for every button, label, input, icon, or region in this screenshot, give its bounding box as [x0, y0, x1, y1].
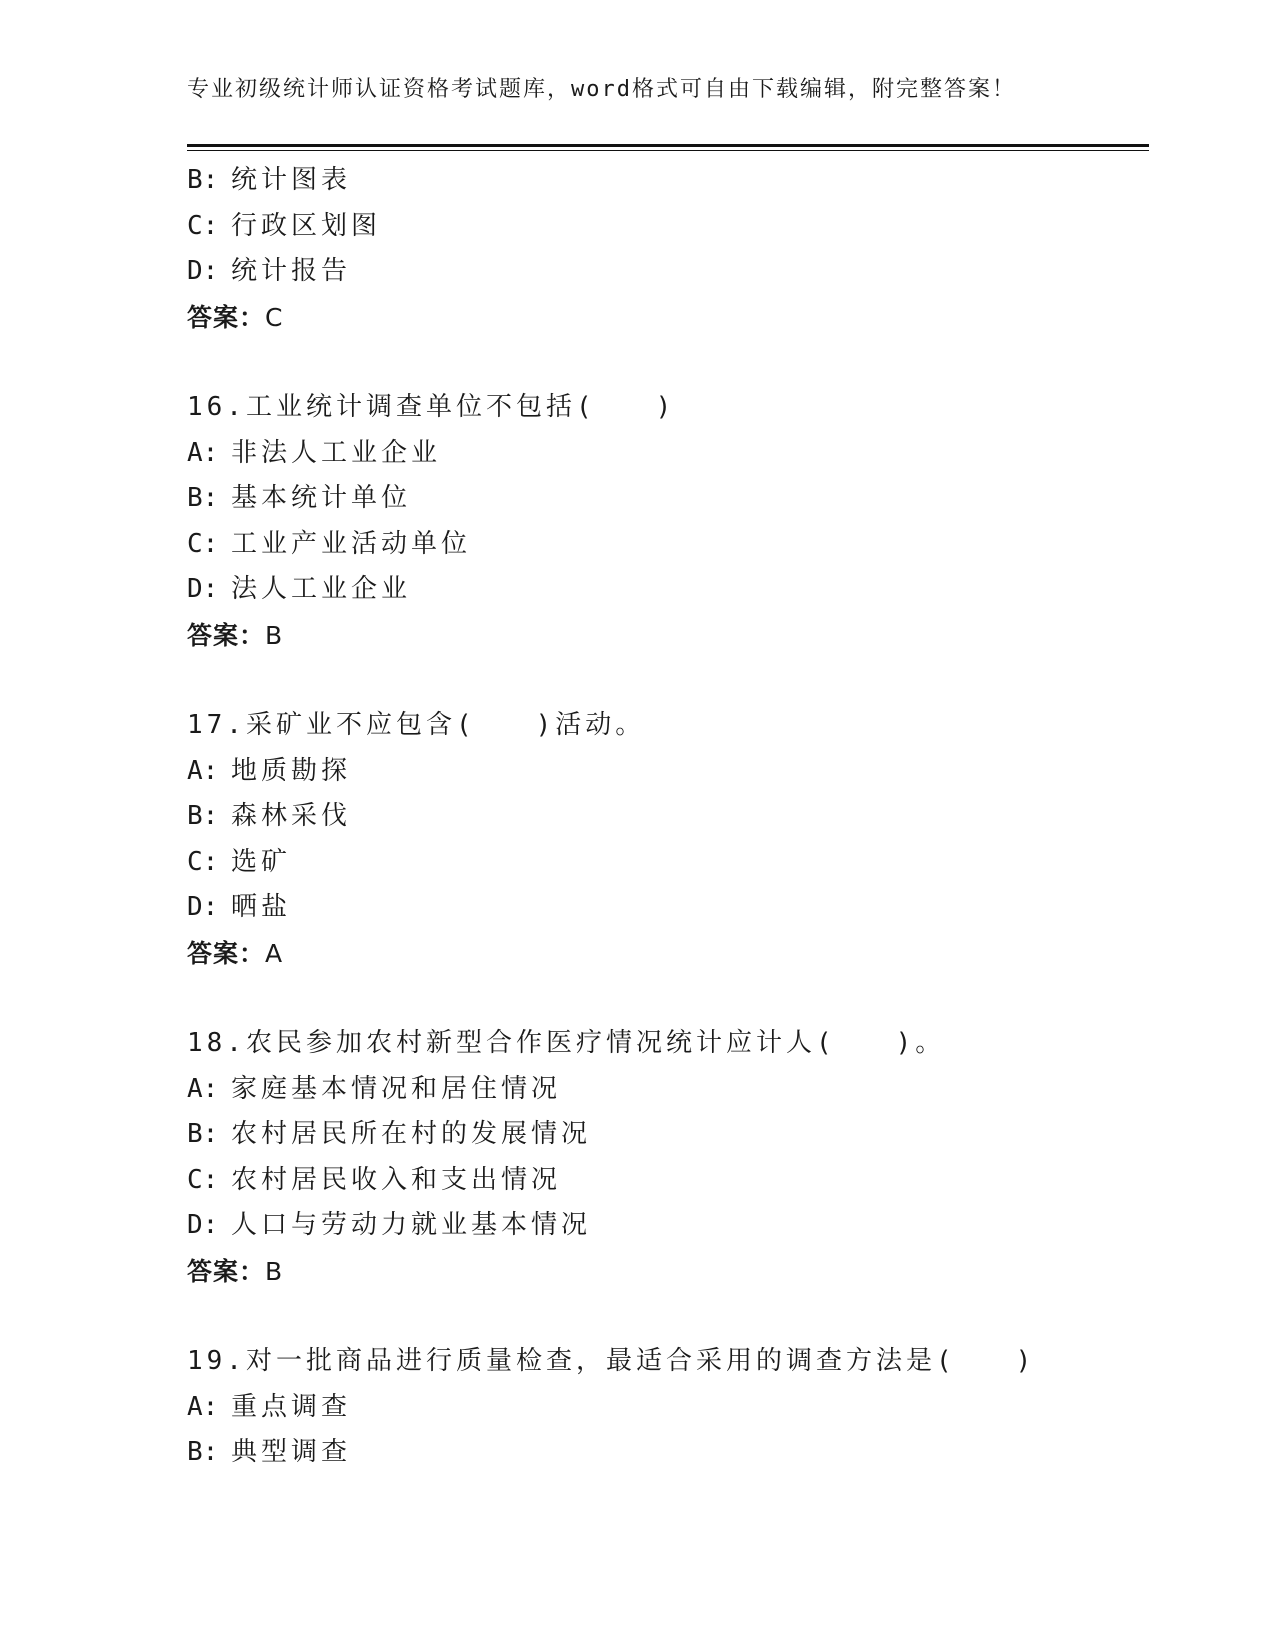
option-b: B: 基本统计单位	[187, 483, 412, 513]
header-rule-thick	[187, 144, 1149, 147]
option-d: D: 人口与劳动力就业基本情况	[187, 1210, 592, 1240]
option-b: B: 森林采伐	[187, 801, 352, 831]
answer: 答案：B	[187, 620, 284, 650]
header-rule-thin	[187, 150, 1149, 151]
option-d: D: 统计报告	[187, 256, 352, 286]
option-a: A: 非法人工业企业	[187, 437, 442, 468]
option-d: D: 晒盐	[187, 892, 292, 922]
option-c: C: 工业产业活动单位	[187, 528, 472, 559]
option-b: B: 典型调查	[187, 1437, 352, 1467]
option-c: C: 农村居民收入和支出情况	[187, 1164, 562, 1195]
option-b: B: 统计图表	[187, 165, 352, 195]
option-d: D: 法人工业企业	[187, 574, 412, 604]
option-c: C: 行政区划图	[187, 210, 382, 241]
answer: 答案：A	[187, 938, 284, 968]
option-b: B: 农村居民所在村的发展情况	[187, 1119, 592, 1149]
question-15-continued	[187, 158, 1149, 340]
answer: 答案：C	[187, 302, 284, 332]
option-a: A: 重点调查	[187, 1391, 352, 1422]
option-a: A: 地质勘探	[187, 755, 352, 786]
question-stem: 19.对一批商品进行质量检查，最适合采用的调查方法是( )	[187, 1346, 1036, 1376]
question-16	[187, 385, 1149, 658]
question-stem: 18.农民参加农村新型合作医疗情况统计应计人( )。	[187, 1028, 946, 1058]
question-17	[187, 703, 1149, 976]
option-a: A: 家庭基本情况和居住情况	[187, 1073, 562, 1104]
option-c: C: 选矿	[187, 846, 292, 877]
question-content	[187, 158, 1149, 1476]
question-18	[187, 1021, 1149, 1294]
question-stem: 17.采矿业不应包含( )活动。	[187, 710, 646, 740]
question-19	[187, 1339, 1149, 1476]
answer: 答案：B	[187, 1256, 284, 1286]
question-stem: 16.工业统计调查单位不包括( )	[187, 392, 676, 422]
page-header: 专业初级统计师认证资格考试题库，word格式可自由下载编辑，附完整答案！	[187, 77, 1016, 102]
